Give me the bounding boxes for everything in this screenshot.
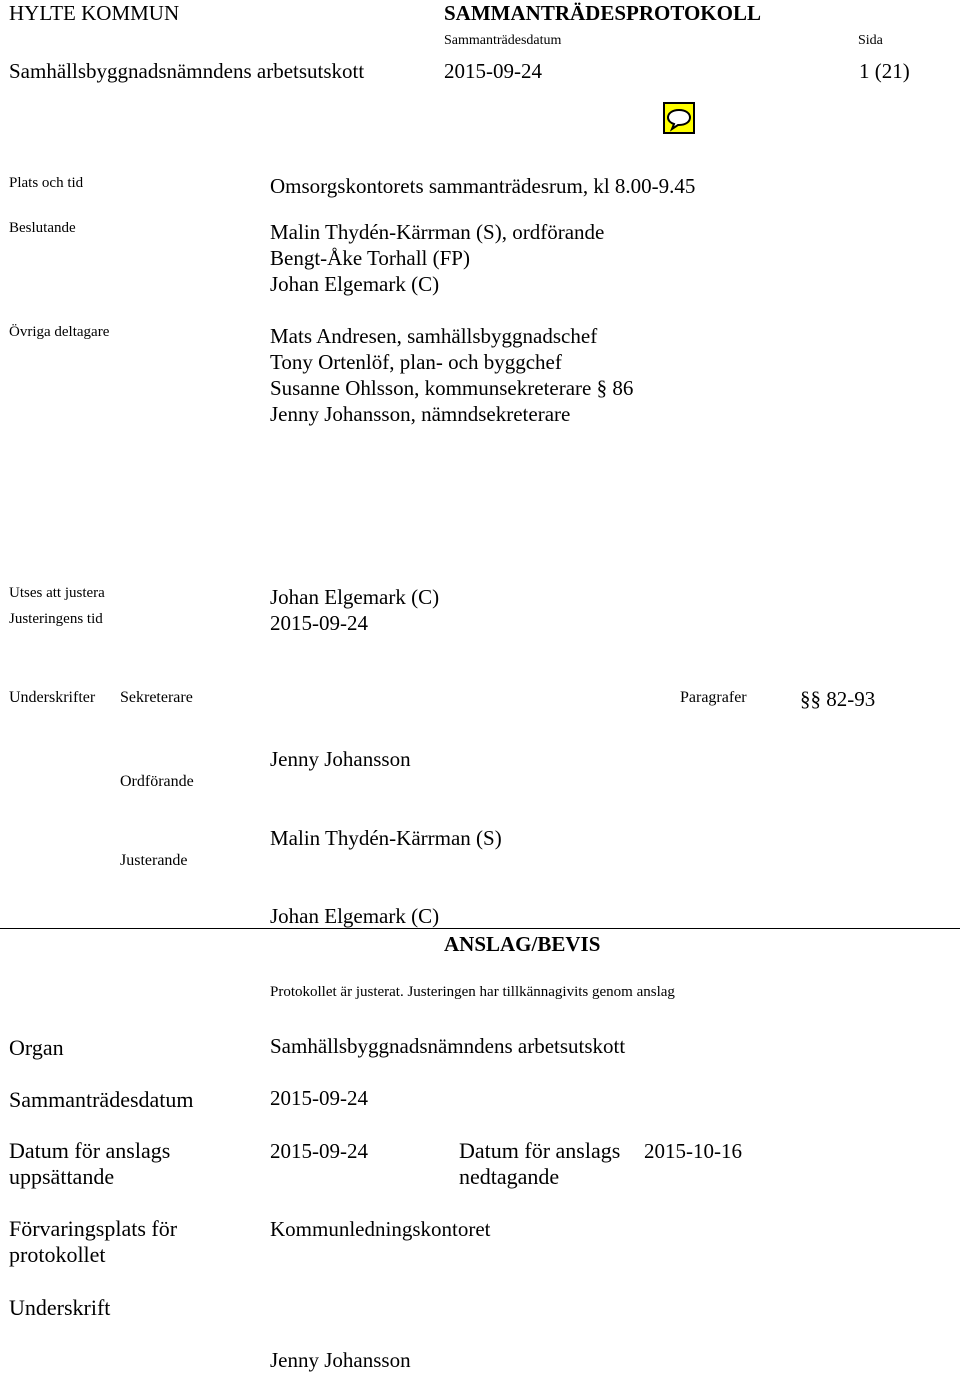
notice-signature-name: Jenny Johansson bbox=[270, 1348, 411, 1372]
adjustment-time-value: 2015-09-24 bbox=[270, 611, 368, 635]
deciders-label: Beslutande bbox=[9, 220, 76, 236]
signatures-label: Underskrifter bbox=[9, 689, 96, 706]
notice-date-value: 2015-09-24 bbox=[270, 1086, 368, 1110]
adjuster-signature-name: Johan Elgemark (C) bbox=[270, 904, 440, 928]
adjuster-label: Utses att justera bbox=[9, 585, 105, 601]
decider-item: Johan Elgemark (C) bbox=[270, 272, 440, 296]
paragraphs-label: Paragrafer bbox=[680, 689, 747, 706]
paragraphs-range: 82-93 bbox=[826, 687, 876, 711]
deciders-list bbox=[270, 219, 604, 297]
decider-item: Malin Thydén-Kärrman (S), ordförande bbox=[270, 220, 605, 244]
storage-label-line: Förvaringsplats för bbox=[9, 1216, 178, 1241]
adjustment-time-label: Justeringens tid bbox=[9, 611, 103, 627]
paragraphs-symbol: §§ bbox=[800, 687, 821, 711]
adjuster-signature-label: Justerande bbox=[120, 852, 188, 869]
storage-label bbox=[9, 1216, 177, 1268]
participant-item: Mats Andresen, samhällsbyggnadschef bbox=[270, 324, 598, 348]
decider-item: Bengt-Åke Torhall (FP) bbox=[270, 246, 470, 270]
removal-date-label-line: Datum för anslags bbox=[459, 1138, 621, 1163]
committee-name: Samhällsbyggnadsnämndens arbetsutskott bbox=[9, 59, 365, 83]
other-participants-list bbox=[270, 323, 633, 427]
place-time-label: Plats och tid bbox=[9, 175, 84, 191]
document-type: SAMMANTRÄDESPROTOKOLL bbox=[444, 1, 761, 25]
meeting-date-label: Sammanträdesdatum bbox=[444, 33, 562, 48]
chair-label: Ordförande bbox=[120, 773, 194, 790]
municipality-name: HYLTE KOMMUN bbox=[9, 1, 180, 25]
paragraphs-value bbox=[800, 689, 875, 710]
removal-date-value: 2015-10-16 bbox=[644, 1139, 742, 1163]
participant-item: Tony Ortenlöf, plan- och byggchef bbox=[270, 350, 562, 374]
page-label: Sida bbox=[858, 33, 883, 48]
secretary-label: Sekreterare bbox=[120, 689, 193, 706]
notice-title: ANSLAG/BEVIS bbox=[444, 932, 601, 956]
posting-date-label-line: uppsättande bbox=[9, 1164, 115, 1189]
page-number: 1 (21) bbox=[859, 59, 910, 83]
posting-date-label bbox=[9, 1138, 170, 1190]
organ-label: Organ bbox=[9, 1035, 64, 1060]
other-participants-label: Övriga deltagare bbox=[9, 324, 110, 340]
place-time-value: Omsorgskontorets sammanträdesrum, kl 8.00-9.45 bbox=[270, 174, 696, 198]
storage-label-line: protokollet bbox=[9, 1242, 106, 1267]
participant-item: Jenny Johansson, nämndsekreterare bbox=[270, 402, 571, 426]
secretary-name: Jenny Johansson bbox=[270, 747, 411, 771]
posting-date-value: 2015-09-24 bbox=[270, 1139, 368, 1163]
participant-item: Susanne Ohlsson, kommunsekreterare § 86 bbox=[270, 376, 634, 400]
notice-date-label: Sammanträdesdatum bbox=[9, 1087, 194, 1112]
removal-date-label-line: nedtagande bbox=[459, 1164, 560, 1189]
section-divider bbox=[0, 928, 960, 929]
notice-signature-label: Underskrift bbox=[9, 1295, 111, 1320]
storage-value: Kommunledningskontoret bbox=[270, 1217, 491, 1241]
adjuster-value: Johan Elgemark (C) bbox=[270, 585, 440, 609]
comment-note-icon[interactable] bbox=[663, 102, 695, 134]
removal-date-label bbox=[459, 1138, 620, 1190]
posting-date-label-line: Datum för anslags bbox=[9, 1138, 171, 1163]
meeting-date: 2015-09-24 bbox=[444, 59, 542, 83]
organ-value: Samhällsbyggnadsnämndens arbetsutskott bbox=[270, 1034, 626, 1058]
chair-name: Malin Thydén-Kärrman (S) bbox=[270, 826, 502, 850]
notice-statement: Protokollet är justerat. Justeringen har tillkännagivits genom anslag bbox=[270, 984, 675, 1000]
